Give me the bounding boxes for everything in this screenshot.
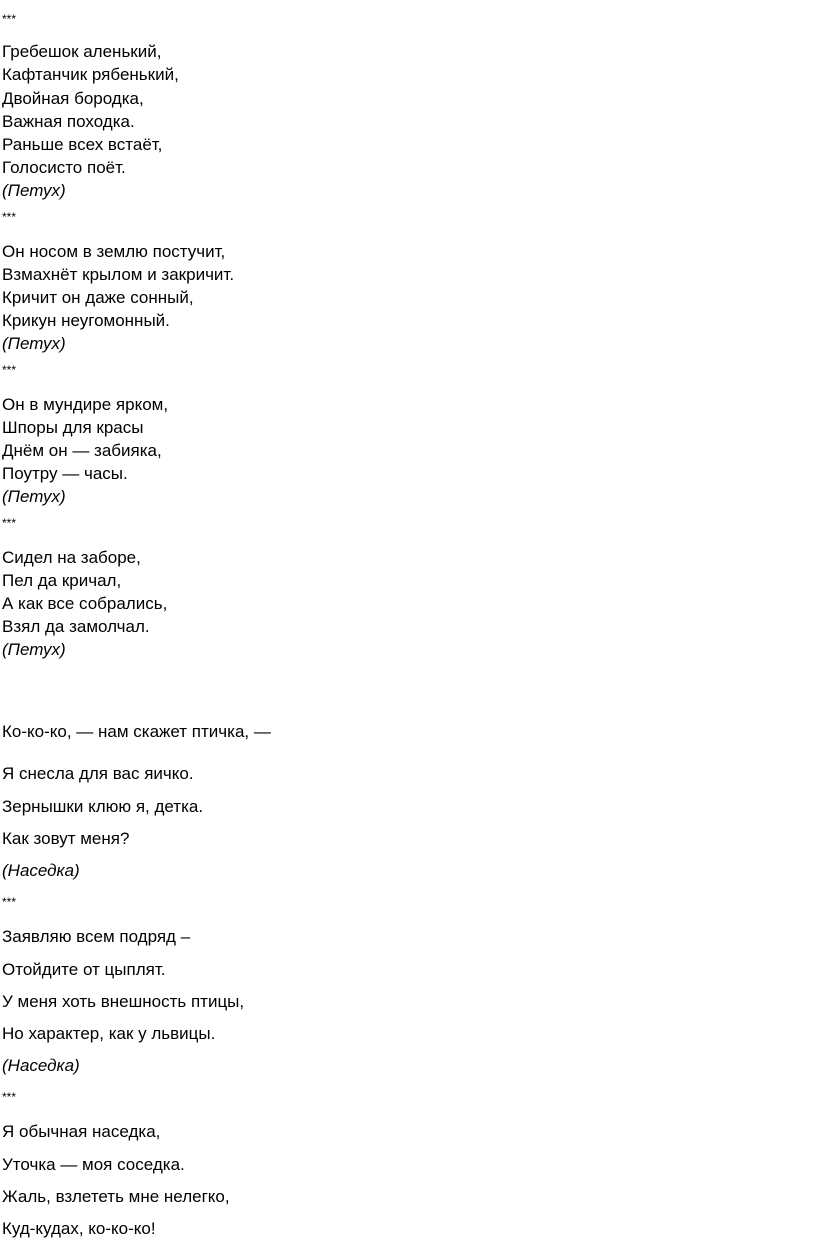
riddle-line: Шпоры для красы — [2, 418, 144, 437]
separator: *** — [2, 210, 17, 224]
riddle-answer: (Наседка) — [2, 861, 80, 880]
riddle-line: Ко-ко-ко, — нам скажет птичка, — — [2, 722, 271, 741]
riddle-line: Гребешок аленький, — [2, 42, 162, 61]
riddle-line: Я снесла для вас яичко. — [2, 764, 194, 783]
riddle-line: Зернышки клюю я, детка. — [2, 797, 204, 816]
riddle-answer: (Наседка) — [2, 1056, 80, 1075]
riddle-line: Кафтанчик рябенький, — [2, 65, 179, 84]
riddle-answer: (Петух) — [2, 487, 66, 506]
riddle-line: Но характер, как у львицы. — [2, 1024, 216, 1043]
riddle-line: Он носом в землю постучит, — [2, 242, 226, 261]
riddle-line: Поутру — часы. — [2, 464, 128, 483]
riddle-line: Уточка — моя соседка. — [2, 1155, 185, 1174]
riddle-line: Он в мундире ярком, — [2, 395, 169, 414]
riddle-line: Взмахнёт крылом и закричит. — [2, 265, 235, 284]
riddle-line: Отойдите от цыплят. — [2, 960, 166, 979]
riddle-line: Сидел на заборе, — [2, 548, 141, 567]
riddle-line: Кричит он даже сонный, — [2, 288, 194, 307]
riddle-line: Голосисто поёт. — [2, 158, 126, 177]
riddle-line: Как зовут меня? — [2, 829, 130, 848]
riddle-line: Жаль, взлететь мне нелегко, — [2, 1187, 230, 1206]
separator: *** — [2, 363, 17, 377]
riddle-answer: (Петух) — [2, 640, 66, 659]
riddle-line: Днём он — забияка, — [2, 441, 162, 460]
riddle-line: Крикун неугомонный. — [2, 311, 170, 330]
riddle-line: Взял да замолчал. — [2, 617, 150, 636]
riddle-line: Раньше всех встаёт, — [2, 135, 163, 154]
riddle-line: Заявляю всем подряд – — [2, 927, 191, 946]
separator: *** — [2, 1090, 17, 1104]
separator: *** — [2, 895, 17, 909]
riddle-answer: (Петух) — [2, 334, 66, 353]
riddle-line: Важная походка. — [2, 112, 135, 131]
riddle-line: Пел да кричал, — [2, 571, 122, 590]
riddle-line: Двойная бородка, — [2, 89, 144, 108]
separator: *** — [2, 12, 17, 26]
riddle-answer: (Петух) — [2, 181, 66, 200]
riddle-line: У меня хоть внешность птицы, — [2, 992, 245, 1011]
separator: *** — [2, 516, 17, 530]
riddle-line: А как все собрались, — [2, 594, 168, 613]
riddle-line: Куд-кудах, ко-ко-ко! — [2, 1219, 156, 1238]
riddle-line: Я обычная наседка, — [2, 1122, 161, 1141]
